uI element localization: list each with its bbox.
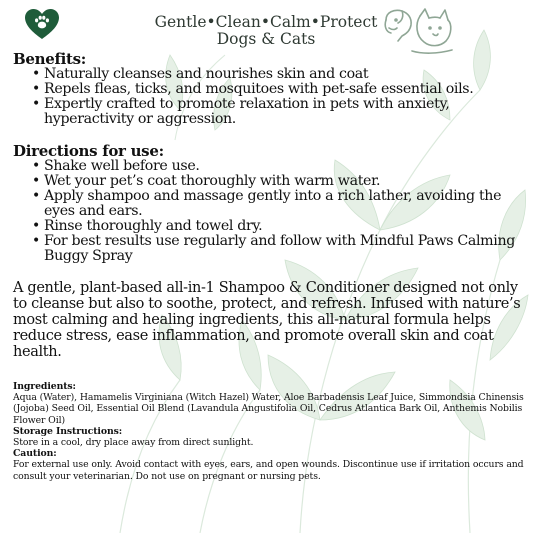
caution-label: Caution:: [13, 448, 57, 460]
fine-print: [13, 381, 525, 482]
tagline-values: Gentle•Clean•Calm•Protect: [154, 13, 378, 31]
heart-paw-icon: [24, 8, 60, 40]
tagline: [136, 14, 396, 48]
list-item: • Wet your pet’s coat thoroughly with warm water.: [32, 174, 525, 189]
list-item: • For best results use regularly and follow with Mindful Paws Calming Buggy Spray: [32, 234, 525, 264]
list-item: • Apply shampoo and massage gently into a rich lather, avoiding the eyes and ears.: [32, 189, 525, 219]
directions-heading: Directions for use:: [13, 142, 164, 160]
ingredients-text: Aqua (Water), Hamamelis Virginiana (Witch Hazel) Water, Aloe Barbadensis Leaf Juice, Simmondsia Chinensis (Jojoba) Seed Oil, Essential Oil Blend (Lavandula Angustifolia Oil, Cedrus Atlantica Bark Oil, Anthemis Nobilis Flower Oil): [13, 392, 524, 426]
directions-list: [13, 159, 525, 264]
benefits-heading: Benefits:: [13, 50, 87, 68]
list-item: • Rinse thoroughly and towel dry.: [32, 219, 525, 234]
ingredients-label: Ingredients:: [13, 381, 76, 392]
product-description: A gentle, plant-based all-in-1 Shampoo & Conditioner designed not only to cleanse but also to soothe, protect, and refresh. Infused with nature’s most calming and healing ingredients, this all-natural formula helps reduce stress, ease inflammation, and promote overall skin and coat health.: [13, 280, 521, 360]
benefits-list: [13, 67, 525, 127]
storage-text: Store in a cool, dry place away from direct sunlight.: [13, 437, 254, 449]
storage-label: Storage Instructions:: [13, 425, 123, 437]
list-item: • Repels fleas, ticks, and mosquitoes with pet-safe essential oils.: [32, 82, 525, 97]
list-item: • Naturally cleanses and nourishes skin and coat: [32, 67, 525, 82]
list-item: • Expertly crafted to promote relaxation in pets with anxiety, hyperactivity or aggression.: [32, 97, 525, 127]
caution-text: For external use only. Avoid contact with eyes, ears, and open wounds. Discontinue use if irritation occurs and consult your veterinarian. Do not use on pregnant or nursing pets.: [13, 459, 524, 482]
tagline-audience: Dogs & Cats: [216, 30, 316, 48]
label-content: [13, 51, 525, 482]
list-item: • Shake well before use.: [32, 159, 525, 174]
